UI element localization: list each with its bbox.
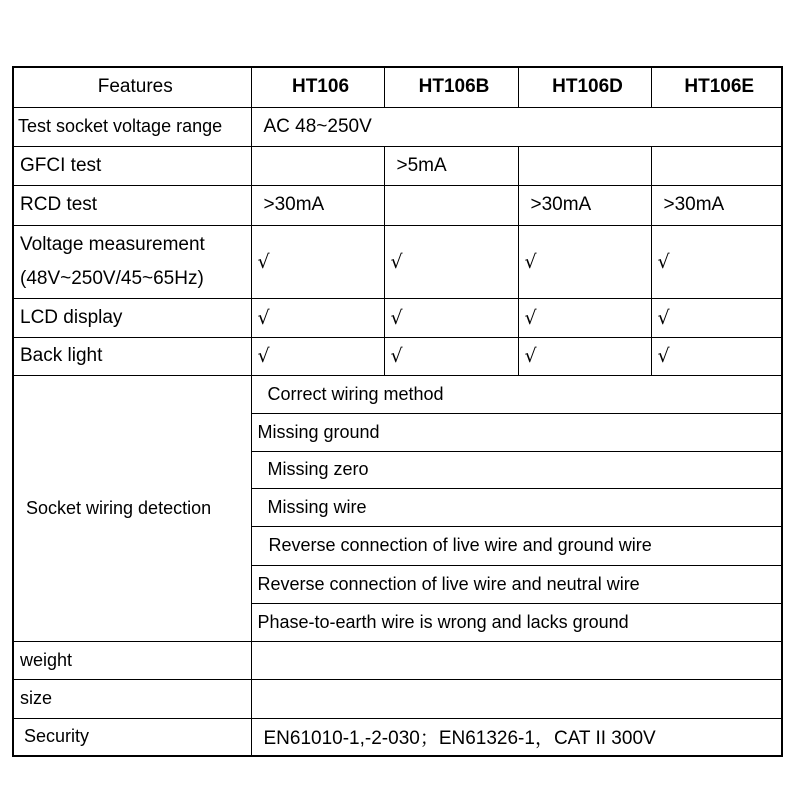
row-label: Test socket voltage range: [13, 107, 251, 146]
check-icon: √: [251, 337, 384, 375]
table-cell: [518, 146, 651, 185]
test-socket-voltage-value: AC 48~250V: [251, 107, 782, 146]
row-label: LCD display: [13, 298, 251, 337]
row-label: Security: [13, 718, 251, 756]
row-label: GFCI test: [13, 146, 251, 185]
check-icon: √: [384, 337, 518, 375]
check-icon: √: [384, 225, 518, 298]
features-header: Features: [13, 67, 251, 107]
row-label: weight: [13, 641, 251, 679]
wiring-item: Missing zero: [251, 451, 782, 488]
table-cell: >5mA: [384, 146, 518, 185]
table-row-weight: [13, 641, 782, 679]
table-row-socket-wiring: [13, 375, 782, 413]
wiring-item: Correct wiring method: [251, 375, 782, 413]
wiring-item: Missing wire: [251, 488, 782, 526]
spec-table: [12, 66, 783, 757]
table-row-gfci: [13, 146, 782, 185]
row-label: [13, 225, 251, 298]
table-cell: [651, 146, 782, 185]
wiring-item: Reverse connection of live wire and ground wire: [251, 526, 782, 565]
check-icon: √: [251, 298, 384, 337]
check-icon: √: [384, 298, 518, 337]
table-row-size: [13, 679, 782, 718]
header-row: [13, 67, 782, 107]
voltage-measurement-label: Voltage measurement: [20, 233, 205, 255]
table-row-backlight: [13, 337, 782, 375]
table-row-security: [13, 718, 782, 756]
model-header-ht106b: HT106B: [384, 67, 518, 107]
table-cell: [251, 146, 384, 185]
check-icon: √: [651, 298, 782, 337]
row-label: size: [13, 679, 251, 718]
model-header-ht106: HT106: [251, 67, 384, 107]
table-row-voltage-measurement: [13, 225, 782, 298]
table-row-test-socket-voltage: [13, 107, 782, 146]
table-cell: >30mA: [518, 185, 651, 225]
check-icon: √: [518, 225, 651, 298]
wiring-item: Phase-to-earth wire is wrong and lacks ground: [251, 603, 782, 641]
table-row-lcd: [13, 298, 782, 337]
model-header-ht106d: HT106D: [518, 67, 651, 107]
check-icon: √: [651, 337, 782, 375]
wiring-item: Missing ground: [251, 413, 782, 451]
weight-value: [251, 641, 782, 679]
socket-wiring-label: Socket wiring detection: [13, 375, 251, 641]
security-value: EN61010-1,-2-030；EN61326-1，CAT II 300V: [251, 718, 782, 756]
table-cell: >30mA: [251, 185, 384, 225]
model-header-ht106e: HT106E: [651, 67, 782, 107]
voltage-measurement-range: (48V~250V/45~65Hz): [20, 267, 204, 289]
row-label: RCD test: [13, 185, 251, 225]
check-icon: √: [518, 337, 651, 375]
table-row-rcd: [13, 185, 782, 225]
check-icon: √: [651, 225, 782, 298]
size-value: [251, 679, 782, 718]
table-cell: [384, 185, 518, 225]
table-cell: >30mA: [651, 185, 782, 225]
check-icon: √: [251, 225, 384, 298]
wiring-item: Reverse connection of live wire and neutral wire: [251, 565, 782, 603]
row-label: Back light: [13, 337, 251, 375]
check-icon: √: [518, 298, 651, 337]
